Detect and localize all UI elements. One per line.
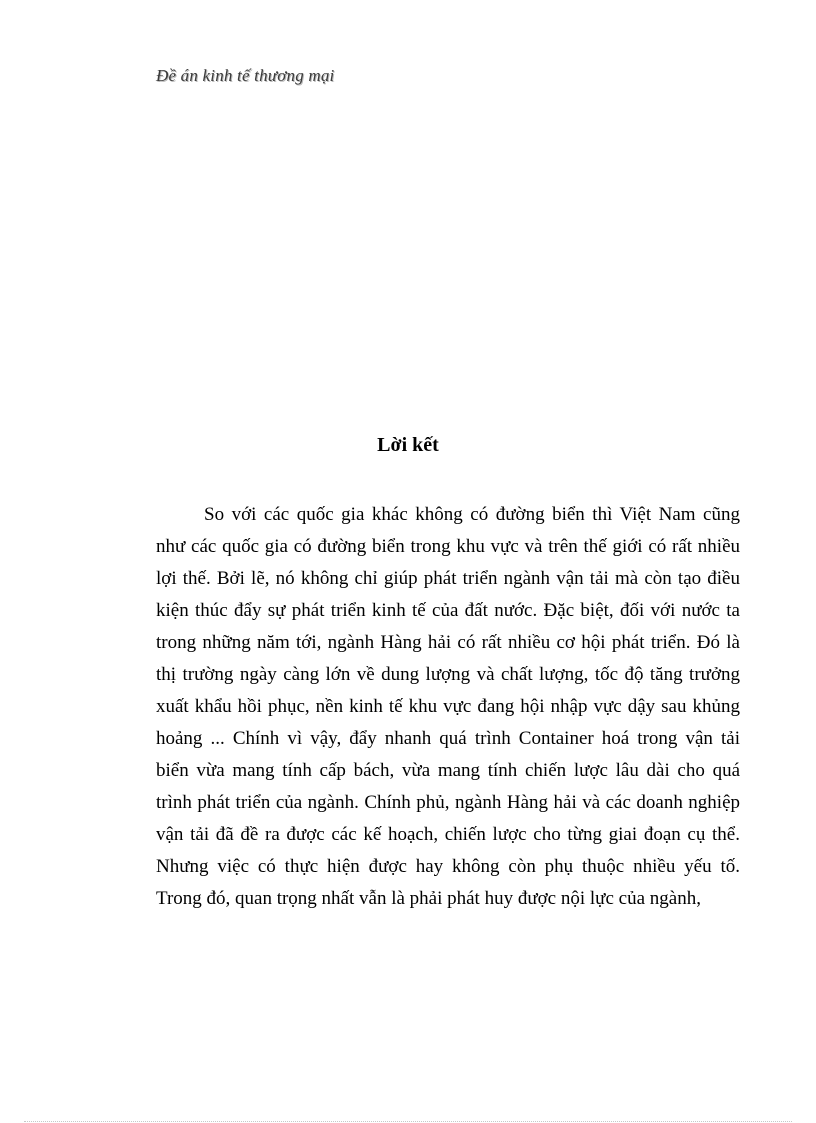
paragraph-line: thị trường ngày càng lớn về dung lượng và chất lượng, tốc độ tăng trưởng bbox=[156, 664, 740, 685]
paragraph-line: trong những năm tới, ngành Hàng hải có rất nhiều cơ hội phát triển. Đó là bbox=[156, 632, 740, 653]
paragraph-line: Trong đó, quan trọng nhất vẫn là phải phát huy được nội lực của ngành, bbox=[156, 888, 701, 909]
paragraph-line: như các quốc gia có đường biển trong khu vực và trên thế giới có rất nhiều bbox=[156, 536, 740, 557]
running-header: Đề án kinh tế thương mại bbox=[156, 66, 335, 85]
paragraph-line: vận tải đã đề ra được các kế hoạch, chiến lược cho từng giai đoạn cụ thể. bbox=[156, 824, 740, 845]
paragraph-line: trình phát triển của ngành. Chính phủ, ngành Hàng hải và các doanh nghiệp bbox=[156, 792, 740, 813]
page-bottom-divider bbox=[24, 1121, 792, 1122]
paragraph-line: xuất khẩu hồi phục, nền kinh tế khu vực đang hội nhập vực dậy sau khủng bbox=[156, 696, 740, 717]
paragraph-line: hoảng ... Chính vì vậy, đẩy nhanh quá trình Container hoá trong vận tải bbox=[156, 728, 740, 749]
body-paragraph bbox=[156, 499, 740, 915]
paragraph-line: kiện thúc đẩy sự phát triển kinh tế của đất nước. Đặc biệt, đối với nước ta bbox=[156, 600, 740, 621]
paragraph-line: lợi thế. Bởi lẽ, nó không chỉ giúp phát triển ngành vận tải mà còn tạo điều bbox=[156, 568, 740, 589]
paragraph-line: So với các quốc gia khác không có đường biển thì Việt Nam cũng bbox=[204, 504, 740, 525]
section-title: Lời kết bbox=[377, 434, 439, 456]
paragraph-line: biển vừa mang tính cấp bách, vừa mang tính chiến lược lâu dài cho quá bbox=[156, 760, 740, 781]
paragraph-line: Nhưng việc có thực hiện được hay không còn phụ thuộc nhiều yếu tố. bbox=[156, 856, 740, 877]
